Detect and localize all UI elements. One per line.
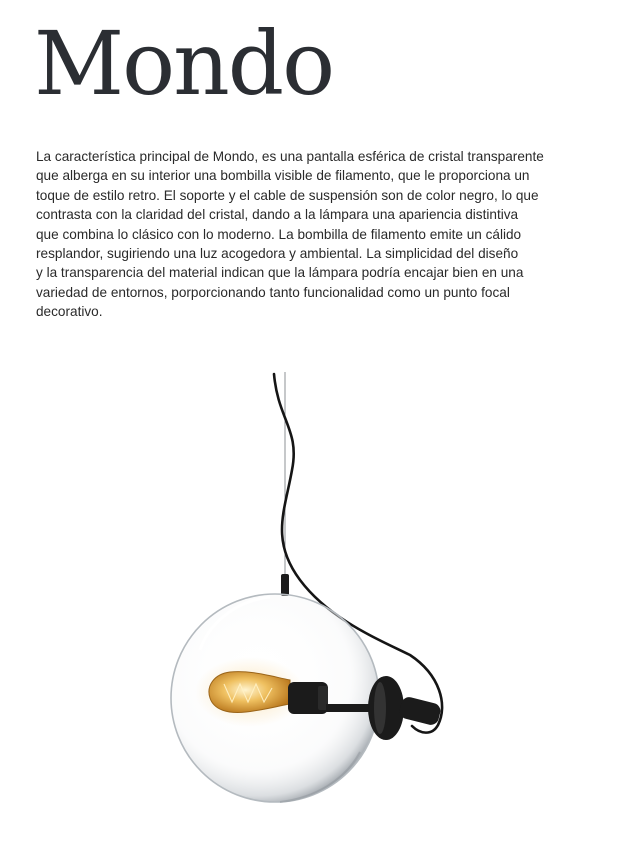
description-line: que combina lo clásico con lo moderno. La bombilla de filamento emite un cálido [36,226,522,242]
description-line: resplandor, sugiriendo una luz acogedora y ambiental. La simplicidad del diseño [36,246,519,262]
cable-entry [398,695,442,726]
filament-bulb [209,672,290,713]
description-line: y la transparencia del material indican que la lámpara podría encajar bien en una [36,265,524,281]
description-line: que alberga en su interior una bombilla visible de filamento, que le proporciona un [36,168,530,184]
description-line: variedad de entornos, porporcionando tanto funcionalidad como un punto focal [36,284,510,300]
product-description [36,147,596,322]
cord-grip [281,574,289,596]
description-line: decorativo. [36,304,103,320]
description-line: contrasta con la claridad del cristal, dando a la lámpara una apariencia distintiva [36,207,519,223]
description-line: La característica principal de Mondo, es una pantalla esférica de cristal transparente [36,149,544,164]
description-line: toque de estilo retro. El soporte y el cable de suspensión son de color negro, lo que [36,187,539,203]
canopy-face [374,682,386,734]
lamp-photo [0,360,627,852]
product-title: Mondo [34,12,334,115]
